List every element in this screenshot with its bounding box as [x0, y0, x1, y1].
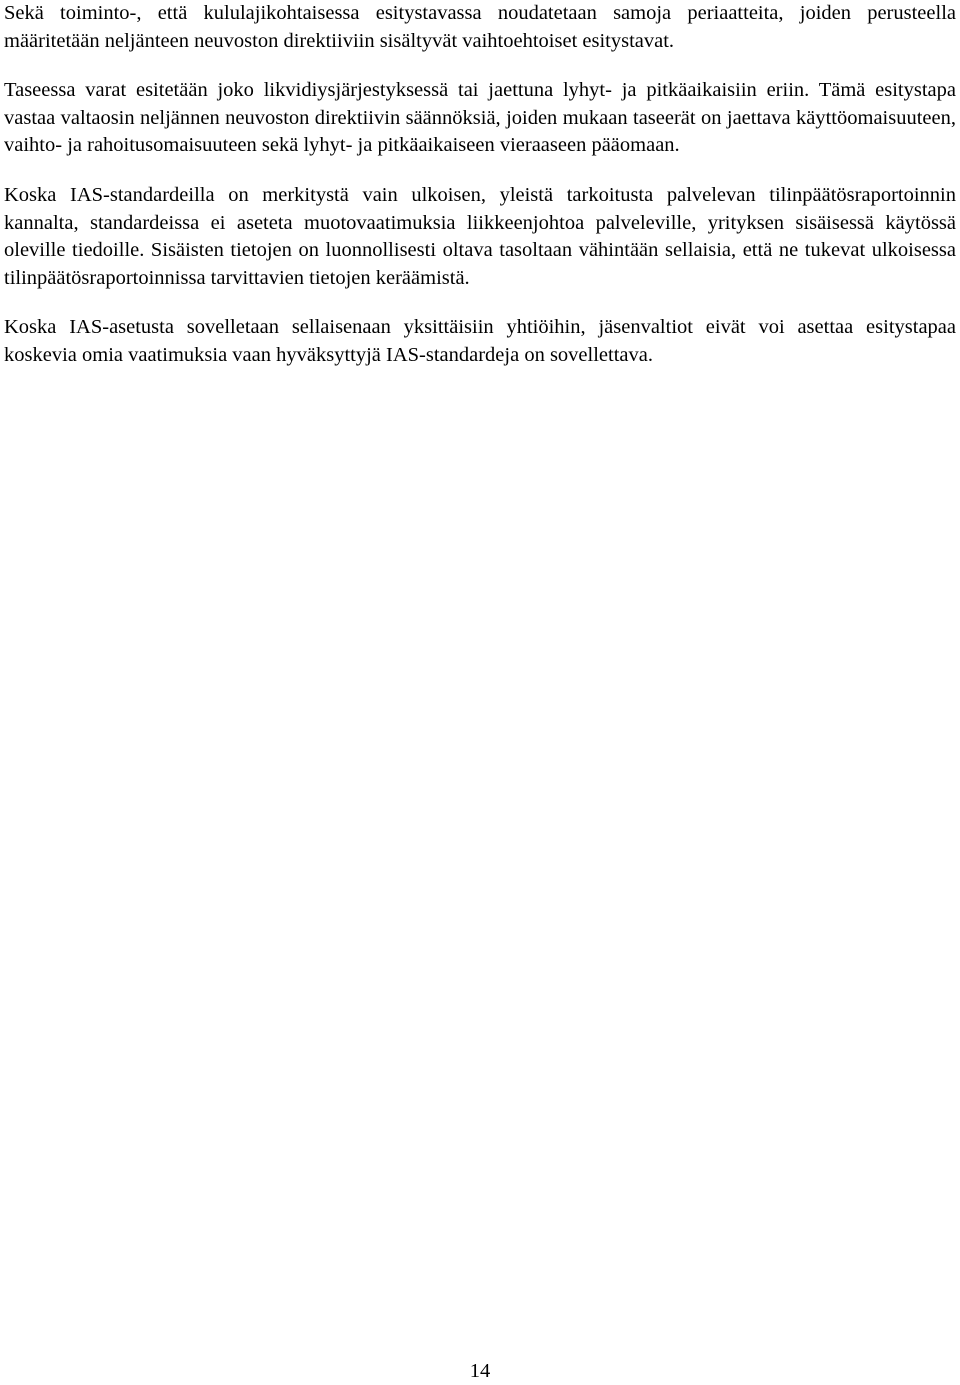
page-number: 14	[469, 1360, 491, 1382]
paragraph-2: Taseessa varat esitetään joko likvidiysjärjestyksessä tai jaettuna lyhyt- ja pitkäaikaisiin eriin. Tämä esitystapa vastaa valtaosin neljännen neuvoston direktiivin säännöksiä, joiden mukaan taseerät on jaettava käyttöomaisuuteen, vaihto- ja rahoitusomaisuuteen sekä lyhyt- ja pitkäaikaiseen vieraaseen pääomaan.	[4, 79, 956, 157]
document-page	[4, 0, 956, 370]
paragraph-3: Koska IAS-standardeilla on merkitystä vain ulkoisen, yleistä tarkoitusta palvelevan tilinpäätösraportoinnin kannalta, standardeissa ei aseteta muotovaatimuksia liikkeenjohtoa palveleville, yrityksen sisäisessä käytössä oleville tiedoille. Sisäisten tietojen on luonnollisesti oltava tasoltaan vähintään sellaisia, että ne tukevat ulkoisessa tilinpäätösraportoinnissa tarvittavien tietojen keräämistä.	[4, 183, 956, 289]
paragraph-4: Koska IAS-asetusta sovelletaan sellaisenaan yksittäisiin yhtiöihin, jäsenvaltiot eivät voi asettaa esitystapaa koskevia omia vaatimuksia vaan hyväksyttyjä IAS-standardeja on sovellettava.	[4, 316, 956, 366]
paragraph-1: Sekä toiminto-, että kululajikohtaisessa esitystavassa noudatetaan samoja periaatteita, joiden perusteella määritetään neljänteen neuvoston direktiiviin sisältyvät vaihtoehtoiset esitystavat.	[4, 2, 956, 52]
